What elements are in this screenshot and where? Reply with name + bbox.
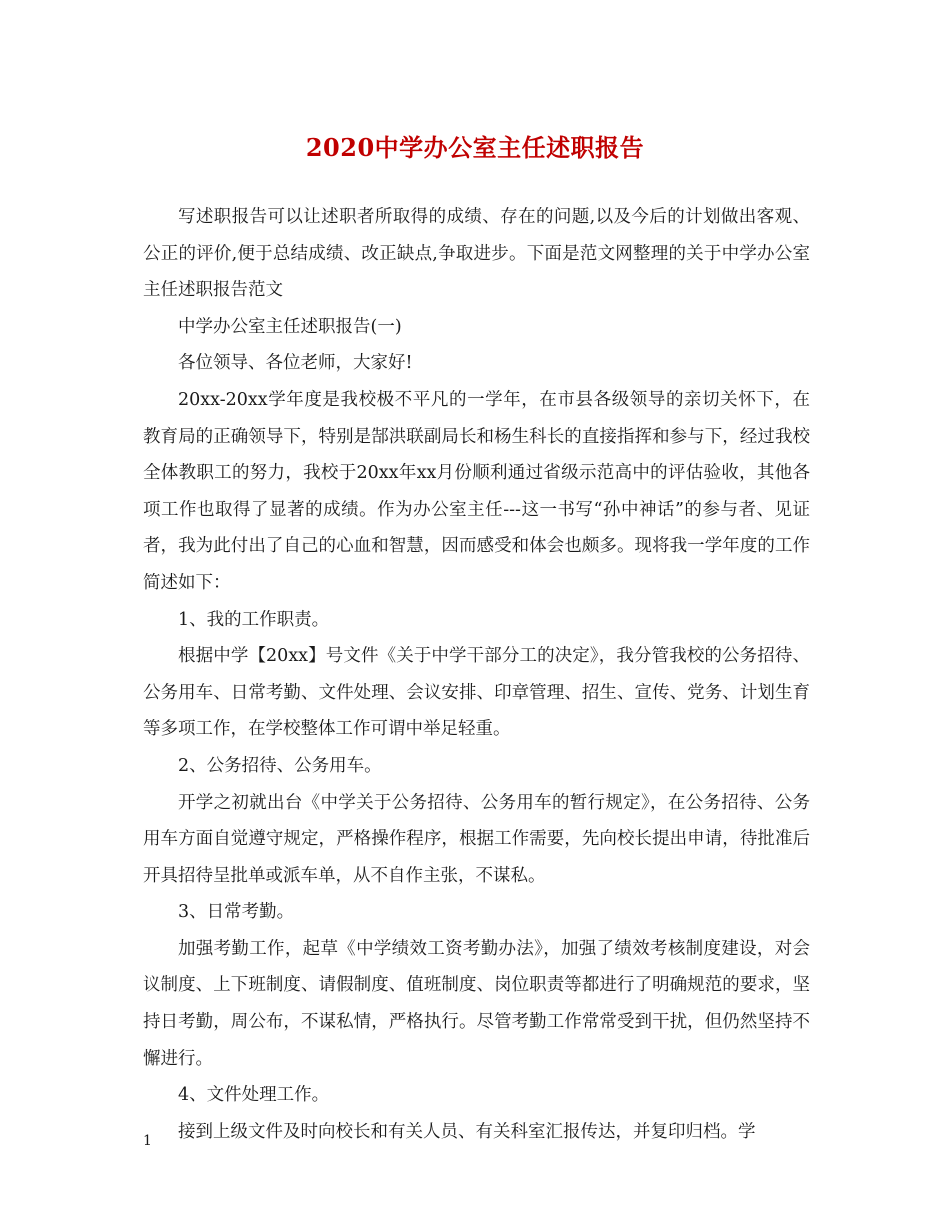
section-heading-documents: 4、文件处理工作。 <box>178 1085 330 1106</box>
paragraph-duties: 根据中学【20xx】号文件《关于中学干部分工的决定》，我分管我校的公务招待、公务用车、日常考勤、文件处理、会议安排、印章管理、招生、宣传、党务、计划生育等多项工作，在学校整体工作可谓中举足轻重。 <box>143 646 810 740</box>
paragraph-overview: 20xx-20xx学年度是我校极不平凡的一学年，在市县各级领导的亲切关怀下，在教育局的正确领导下，特别是郜洪联副局长和杨生科长的直接指挥和参与下，经过我校全体教职工的努力，我校于20xx年xx月份顺利通过省级示范高中的评估验收，其他各项工作也取得了显著的成绩。作为办公室主任---这一书写“孙中神话”的参与者、见证者，我为此付出了自己的心血和智慧，因而感受和体会也颇多。现将我一学年度的工作简述如下： <box>143 389 810 593</box>
section-heading-attendance: 3、日常考勤。 <box>178 902 295 923</box>
document-title: 2020中学办公室主任述职报告 <box>305 133 645 162</box>
paragraph-attendance: 加强考勤工作，起草《中学绩效工资考勤办法》，加强了绩效考核制度建设，对会议制度、上下班制度、请假制度、值班制度、岗位职责等都进行了明确规范的要求，坚持日考勤，周公布，不谋私情，严格执行。尽管考勤工作常常受到干扰，但仍然坚持不懈进行。 <box>143 938 810 1069</box>
paragraph-documents: 接到上级文件及时向校长和有关人员、有关科室汇报传达，并复印归档。学 <box>178 1121 756 1142</box>
paragraph-intro: 写述职报告可以让述职者所取得的成绩、存在的问题,以及今后的计划做出客观、公正的评价,便于总结成绩、改正缺点,争取进步。下面是范文网整理的关于中学办公室主任述职报告范文 <box>143 207 810 301</box>
page-number: 1 <box>143 1133 152 1149</box>
section-heading-reception: 2、公务招待、公务用车。 <box>178 755 382 776</box>
paragraph-report-heading: 中学办公室主任述职报告(一) <box>178 316 402 337</box>
paragraph-reception: 开学之初就出台《中学关于公务招待、公务用车的暂行规定》，在公务招待、公务用车方面自觉遵守规定，严格操作程序，根据工作需要，先向校长提出申请，待批准后开具招待呈批单或派车单，从不自作主张，不谋私。 <box>143 792 810 886</box>
paragraph-greeting: 各位领导、各位老师，大家好! <box>178 353 413 374</box>
document-body <box>143 199 810 1150</box>
section-heading-duties: 1、我的工作职责。 <box>178 609 330 630</box>
